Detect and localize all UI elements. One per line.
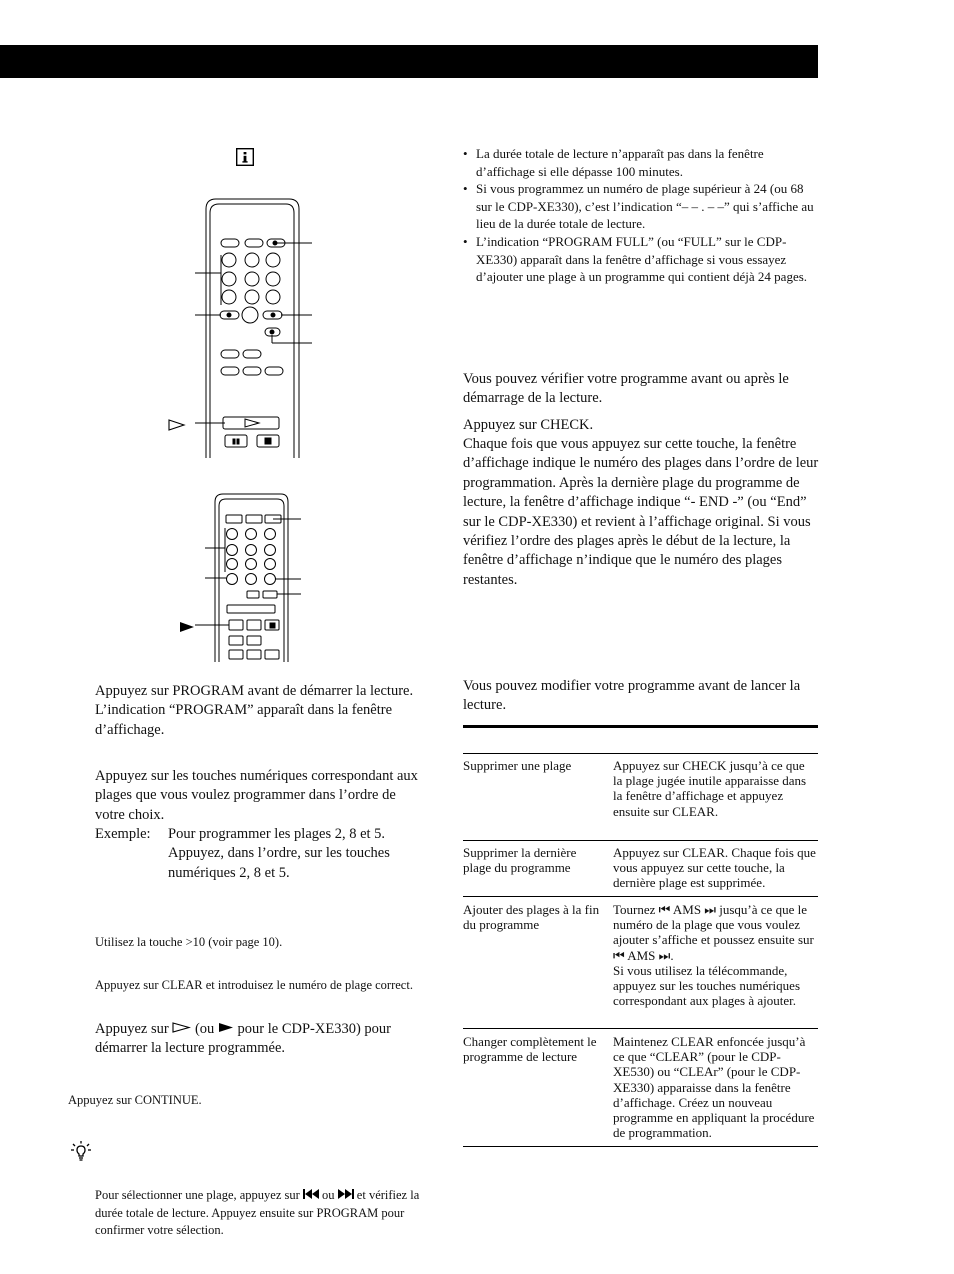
table-row-rule <box>463 840 818 841</box>
table-row-2-procedure: Appuyez sur CLEAR. Chaque fois que vous appuyez sur cette touche, la dernière plage est supprimée. <box>613 845 816 891</box>
play-filled-icon <box>218 1021 234 1037</box>
prev-track-icon <box>303 1188 319 1202</box>
table-row-3-procedure <box>613 902 818 1008</box>
table-row-rule <box>463 896 818 897</box>
remote-illustration-xe330 <box>175 492 315 664</box>
note-item: • L’indication “PROGRAM FULL” (ou “FULL” sur le CDP-XE330) apparaît dans la fenêtre d’affichage si vous essayez d’ajouter une plage à un programme qui contient déjà 24 pages. <box>463 233 818 286</box>
table-header-rule <box>463 753 818 754</box>
note-over10: Utilisez la touche >10 (voir page 10). <box>95 935 283 949</box>
step-1-result: L’indication “PROGRAM” apparaît dans la fenêtre d’affichage. <box>95 702 393 738</box>
tip-text <box>95 1187 425 1240</box>
table-bottom-rule <box>463 1146 818 1147</box>
step-1 <box>95 682 425 740</box>
table-top-rule <box>463 725 818 728</box>
play-filled-icon <box>179 620 195 632</box>
step-3-text-c: pour le CDP-XE330) pour démarrer la lecture programmée. <box>95 1021 391 1057</box>
check-step-title: Appuyez sur CHECK. <box>463 417 594 433</box>
modify-intro: Vous pouvez modifier votre programme avant de lancer la lecture. <box>463 678 801 714</box>
tip-text-a: Pour sélectionner une plage, appuyez sur <box>95 1188 300 1202</box>
header-bar <box>0 45 818 78</box>
table-row-2-action: Supprimer la dernière plage du programme <box>463 845 577 876</box>
table-row-3-procedure-text: Tournez ⏮ AMS ⏭ jusqu’à ce que le numéro de la plage que vous voulez ajouter s’affiche et poussez ensuite sur ⏮ AMS ⏭. <box>613 902 814 963</box>
table-row-rule <box>463 1028 818 1029</box>
lightbulb-icon <box>70 1140 92 1164</box>
table-row-3-procedure-remote: Si vous utilisez la télécommande, appuyez sur les touches numériques correspondant aux plages à ajouter. <box>613 962 801 1009</box>
table-row-3-action: Ajouter des plages à la fin du programme <box>463 902 600 933</box>
table-row-1-action: Supprimer une plage <box>463 758 572 773</box>
step-1-text: Appuyez sur PROGRAM avant de démarrer la lecture. <box>95 683 414 699</box>
step-3-text-b: (ou <box>194 1021 215 1037</box>
example-label: Exemple: <box>95 826 151 842</box>
example-text: Pour programmer les plages 2, 8 et 5. Appuyez, dans l’ordre, sur les touches numériques 2, 8 et 5. <box>168 826 390 881</box>
tip-text-ou: ou <box>322 1188 335 1202</box>
check-step-body: Chaque fois que vous appuyez sur cette touche, la fenêtre d’affichage indique le numéro des plages dans l’ordre de leur programmation. Après la dernière plage du programme de lecture, la fenêtre d’affichage indique “- END -” (ou “End” sur le CDP-XE330) et revient à l’affichage original. Si vous vérifiez l’ordre des plages après le début de la lecture, la fenêtre d’affichage n’indique que le numéro des plages restantes. <box>463 436 819 588</box>
play-outline-icon <box>168 418 186 430</box>
play-outline-icon <box>172 1021 191 1037</box>
check-intro: Vous pouvez vérifier votre programme avant ou après le démarrage de la lecture. <box>463 371 789 407</box>
table-row-1-procedure: Appuyez sur CHECK jusqu’à ce que la plage jugée inutile apparaisse dans la fenêtre d’affichage et appuyez ensuite sur CLEAR. <box>613 758 807 819</box>
note-clear: Appuyez sur CLEAR et introduisez le numéro de plage correct. <box>95 978 413 992</box>
step-3 <box>95 1020 425 1059</box>
note-item: • Si vous programmez un numéro de plage supérieur à 24 (ou 68 sur le CDP-XE330), c’est l’indication “– – . – –” qui s’affiche au lieu de la durée totale de lecture. <box>463 180 818 233</box>
step-2: Appuyez sur les touches numériques correspondant aux plages que vous voulez programmer dans l’ordre de votre choix. <box>95 768 418 823</box>
remote-illustration-xe530 <box>165 195 325 460</box>
table-row-4-action: Changer complètement le programme de lecture <box>463 1034 597 1065</box>
table-row-4-procedure: Maintenez CLEAR enfoncée jusqu’à ce que “CLEAR” (pour le CDP-XE530) ou “CLEAr” (pour le CDP-XE330) apparaisse dans la fenêtre d’affichage. Créez un nouveau programme en appliquant la procédure de programmation. <box>613 1034 815 1141</box>
info-icon <box>236 148 254 166</box>
notes-list <box>463 145 818 286</box>
next-track-icon <box>338 1188 354 1202</box>
continue-note: Appuyez sur CONTINUE. <box>68 1093 202 1107</box>
tip-text-b: et vérifiez la durée totale de lecture. Appuyez ensuite sur PROGRAM pour confirmer votre sélection. <box>95 1188 420 1237</box>
step-3-text-a: Appuyez sur <box>95 1021 169 1037</box>
note-item: • La durée totale de lecture n’apparaît pas dans la fenêtre d’affichage si elle dépasse 100 minutes. <box>463 145 818 180</box>
